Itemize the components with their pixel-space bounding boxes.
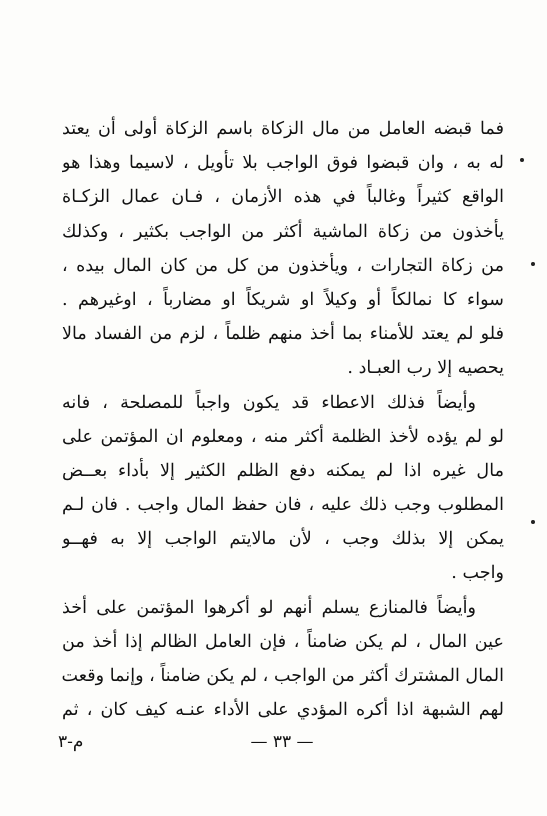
- text-line: لهم الشبهة اذا أكره المؤدي على الأداء عنـه كيف كان ، ثم: [62, 700, 504, 721]
- margin-dot: [520, 158, 524, 162]
- text-line: لو لم يؤده لأخذ الظلمة أكثر منه ، ومعلوم ان المؤتمن على: [62, 426, 504, 447]
- text-line: عين المال ، لم يكن ضامناً ، فإن العامل الظالم إذا أخذ من: [62, 631, 504, 652]
- text-line: وأيضاً فالمنازع يسلم أنهم لو أكرهوا المؤتمن على أخذ: [62, 597, 476, 618]
- margin-dot: [531, 520, 535, 524]
- text-line: وأيضاً فذلك الاعطاء قد يكون واجباً للمصلحة ، فانه: [62, 392, 476, 413]
- text-line: سواء كا نمالكاً أو وكيلاً او شريكاً او مضارباً ، اوغيرهم .: [62, 289, 504, 310]
- page-footer: [58, 732, 506, 762]
- text-line: مال غيره اذا لم يمكنه دفع الظلم الكثير إلا بأداء بعــض: [62, 460, 504, 481]
- body-text: [62, 112, 504, 727]
- text-line: الواقع كثيراً وغالباً في هذه الأزمان ، فـان عمال الزكـاة: [62, 187, 504, 208]
- text-line: واجب .: [451, 563, 504, 584]
- page-number: — ٣٣ —: [250, 732, 314, 752]
- text-line: يحصيه إلا رب العبـاد .: [347, 358, 504, 379]
- text-line: فلو لم يعتد للأمناء بما أخذ منهم ظلماً ، لزم من الفساد مالا: [62, 324, 504, 345]
- text-line: يمكن إلا بذلك وجب ، لأن مالايتم الواجب إلا به فهــو: [62, 529, 504, 550]
- margin-dot: [531, 262, 535, 266]
- text-line: من زكاة التجارات ، ويأخذون من كل من كان المال بيده ،: [62, 255, 504, 276]
- text-line: يأخذون من زكاة الماشية أكثر من الواجب بكثير ، وكذلك: [62, 221, 504, 242]
- signature-mark: م-٣: [58, 732, 84, 752]
- text-line: المال المشترك أكثر من الواجب ، لم يكن ضامناً ، وإنما وقعت: [62, 666, 504, 686]
- text-line: فما قبضه العامل من مال الزكاة باسم الزكاة أولى أن يعتد: [62, 119, 504, 139]
- text-line: له به ، وان قبضوا فوق الواجب بلا تأويل ، لاسيما وهذا هو: [62, 153, 504, 174]
- text-line: المطلوب وجب ذلك عليه ، فان حفظ المال واجب . فان لـم: [62, 495, 504, 516]
